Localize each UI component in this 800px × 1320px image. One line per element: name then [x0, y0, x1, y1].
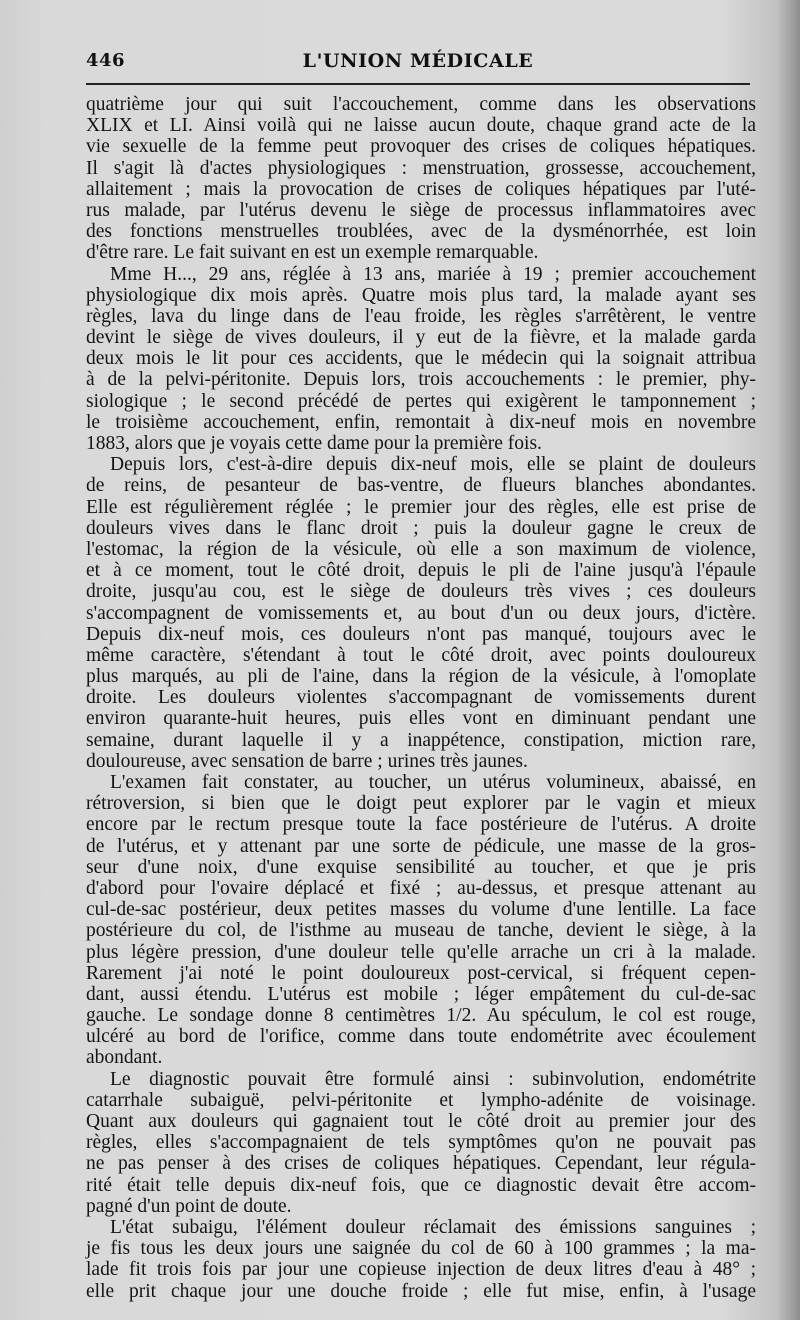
running-title: L'UNION MÉDICALE	[302, 50, 534, 72]
text-line: Rarement j'ai noté le point douloureux post-cervical, si fréquent cepen-	[86, 962, 756, 984]
text-line: règles, lava du linge dans de l'eau froide, les règles s'arrêtèrent, le ventre	[86, 305, 756, 327]
text-line: de reins, de pesanteur de bas-ventre, de flueurs blanches abondantes.	[86, 475, 756, 497]
text-line: postérieure du col, de l'isthme au museau de tanche, devient le siège, à la	[86, 920, 756, 942]
text-line: Depuis dix-neuf mois, ces douleurs n'ont pas manqué, toujours avec le	[86, 623, 756, 645]
text-line: 1883, alors que je voyais cette dame pour la première fois.	[86, 433, 542, 454]
text-line: Mme H..., 29 ans, réglée à 13 ans, mariée à 19 ; premier accouchement	[110, 263, 756, 285]
paragraph	[86, 1217, 756, 1302]
page-number: 446	[86, 50, 126, 71]
text-line: s'accompagnent de vomissements et, au bout d'un ou deux jours, d'ictère.	[86, 602, 756, 624]
text-line: gauche. Le sondage donne 8 centimètres 1/2. Au spéculum, le col est rouge,	[86, 1005, 756, 1027]
text-line: devint le siège de vives douleurs, il y eut de la fièvre, et la malade garda	[86, 327, 756, 349]
text-line: plus marqués, au pli de l'aine, dans la région de la vésicule, à l'omoplate	[86, 666, 756, 688]
text-line: Elle est régulièrement réglée ; le premier jour des règles, elle est prise de	[86, 496, 756, 518]
text-line: et à ce moment, tout le côté droit, depuis le pli de l'aine jusqu'à l'épaule	[86, 560, 756, 582]
text-line: Depuis lors, c'est-à-dire depuis dix-neuf mois, elle se plaint de douleurs	[110, 454, 756, 476]
text-line: douleurs vives dans le flanc droit ; puis la douleur gagne le creux de	[86, 517, 756, 539]
text-line: plus légère pression, d'une douleur telle qu'elle arrache un cri à la malade.	[86, 941, 756, 963]
text-line: XLIX et LI. Ainsi voilà qui ne laisse aucun doute, chaque grand acte de la	[86, 115, 756, 137]
text-line: Il s'agit là d'actes physiologiques : menstruation, grossesse, accouchement,	[86, 157, 756, 179]
text-line: elle prit chaque jour une douche froide ; elle fut mise, enfin, à l'usage	[86, 1280, 756, 1302]
text-line: deux mois le lit pour ces accidents, que le médecin qui la soignait attribua	[86, 348, 756, 370]
text-line: physiologique dix mois après. Quatre mois plus tard, la malade ayant ses	[86, 284, 756, 306]
text-line: environ quarante-huit heures, puis elles vont en diminuant pendant une	[86, 708, 756, 730]
text-line: droite. Les douleurs violentes s'accompagnant de vomissements durent	[86, 687, 756, 709]
text-line: ne pas penser à des crises de coliques hépatiques. Cependant, leur régula-	[86, 1153, 756, 1175]
text-line: d'être rare. Le fait suivant en est un exemple remarquable.	[86, 242, 539, 264]
text-line: rité était telle depuis dix-neuf fois, que ce diagnostic devait être accom-	[86, 1174, 756, 1196]
body-text	[86, 94, 756, 1302]
text-line: règles, elles s'accompagnaient de tels symptômes qu'on ne pouvait pas	[86, 1132, 756, 1154]
page-header	[86, 50, 750, 80]
text-line: cul-de-sac postérieur, deux petites masses du volume d'une lentille. La face	[86, 899, 756, 921]
text-line: L'examen fait constater, au toucher, un utérus volumineux, abaissé, en	[110, 772, 756, 793]
text-line: dant, aussi étendu. L'utérus est mobile ; léger empâtement du cul-de-sac	[86, 983, 756, 1005]
paragraph	[86, 1069, 756, 1217]
text-line: douloureuse, avec sensation de barre ; urines très jaunes.	[86, 750, 528, 772]
text-line: d'abord pour l'ovaire déplacé et fixé ; au-dessus, et presque attenant au	[86, 877, 756, 899]
text-line: rétroversion, si bien que le doigt peut explorer par le vagin et mieux	[86, 793, 756, 815]
text-line: des fonctions menstruelles troublées, avec de la dysménorrhée, est loin	[86, 221, 756, 243]
paragraph	[86, 264, 756, 455]
text-line: de l'utérus, et y attenant par une sorte de pédicule, une masse de la gros-	[86, 835, 756, 857]
text-line: ulcéré au bord de l'orifice, comme dans toute endométrite avec écoulement	[86, 1026, 756, 1048]
text-line: L'état subaigu, l'élément douleur réclamait des émissions sanguines ;	[110, 1216, 756, 1238]
paragraph	[86, 454, 756, 772]
header-rule	[86, 83, 750, 85]
text-line: Quant aux douleurs qui gagnaient tout le côté droit au premier jour des	[86, 1111, 756, 1132]
text-line: rus malade, par l'utérus devenu le siège de processus inflammatoires avec	[86, 199, 756, 221]
text-line: pagné d'un point de doute.	[86, 1195, 292, 1217]
text-line: catarrhale subaiguë, pelvi-péritonite et lympho-adénite de voisinage.	[86, 1089, 756, 1111]
text-line: Le diagnostic pouvait être formulé ainsi : subinvolution, endométrite	[110, 1068, 756, 1090]
text-line: le troisième accouchement, enfin, remontait à dix-neuf mois en novembre	[86, 411, 756, 433]
text-line: allaitement ; mais la provocation de crises de coliques hépatiques par l'uté-	[86, 178, 756, 200]
text-line: abondant.	[86, 1047, 163, 1069]
text-line: droite, jusqu'au cou, est le siège de douleurs très vives ; ces douleurs	[86, 581, 756, 603]
text-line: lade fit trois fois par jour une copieuse injection de deux litres d'eau à 48° ;	[86, 1259, 756, 1281]
text-line: à de la pelvi-péritonite. Depuis lors, trois accouchements : le premier, phy-	[86, 369, 756, 391]
text-line: semaine, durant laquelle il y a inappétence, constipation, miction rare,	[86, 729, 756, 751]
text-line: je fis tous les deux jours une saignée du col de 60 à 100 grammes ; la ma-	[86, 1238, 756, 1260]
text-line: seur d'une noix, d'une exquise sensibilité au toucher, et que je pris	[86, 856, 756, 878]
text-line: siologique ; le second précédé de pertes qui exigèrent le tamponnement ;	[86, 390, 756, 412]
text-line: même caractère, s'étendant à tout le côté droit, avec points douloureux	[86, 644, 756, 666]
text-line: quatrième jour qui suit l'accouchement, comme dans les observations	[86, 94, 756, 115]
text-line: vie sexuelle de la femme peut provoquer des crises de coliques hépatiques.	[86, 136, 756, 158]
text-line: encore par le rectum presque toute la face postérieure de l'utérus. A droite	[86, 814, 756, 836]
text-line: l'estomac, la région de la vésicule, où elle a son maximum de violence,	[86, 538, 756, 560]
paragraph	[86, 772, 756, 1069]
paragraph	[86, 94, 756, 264]
